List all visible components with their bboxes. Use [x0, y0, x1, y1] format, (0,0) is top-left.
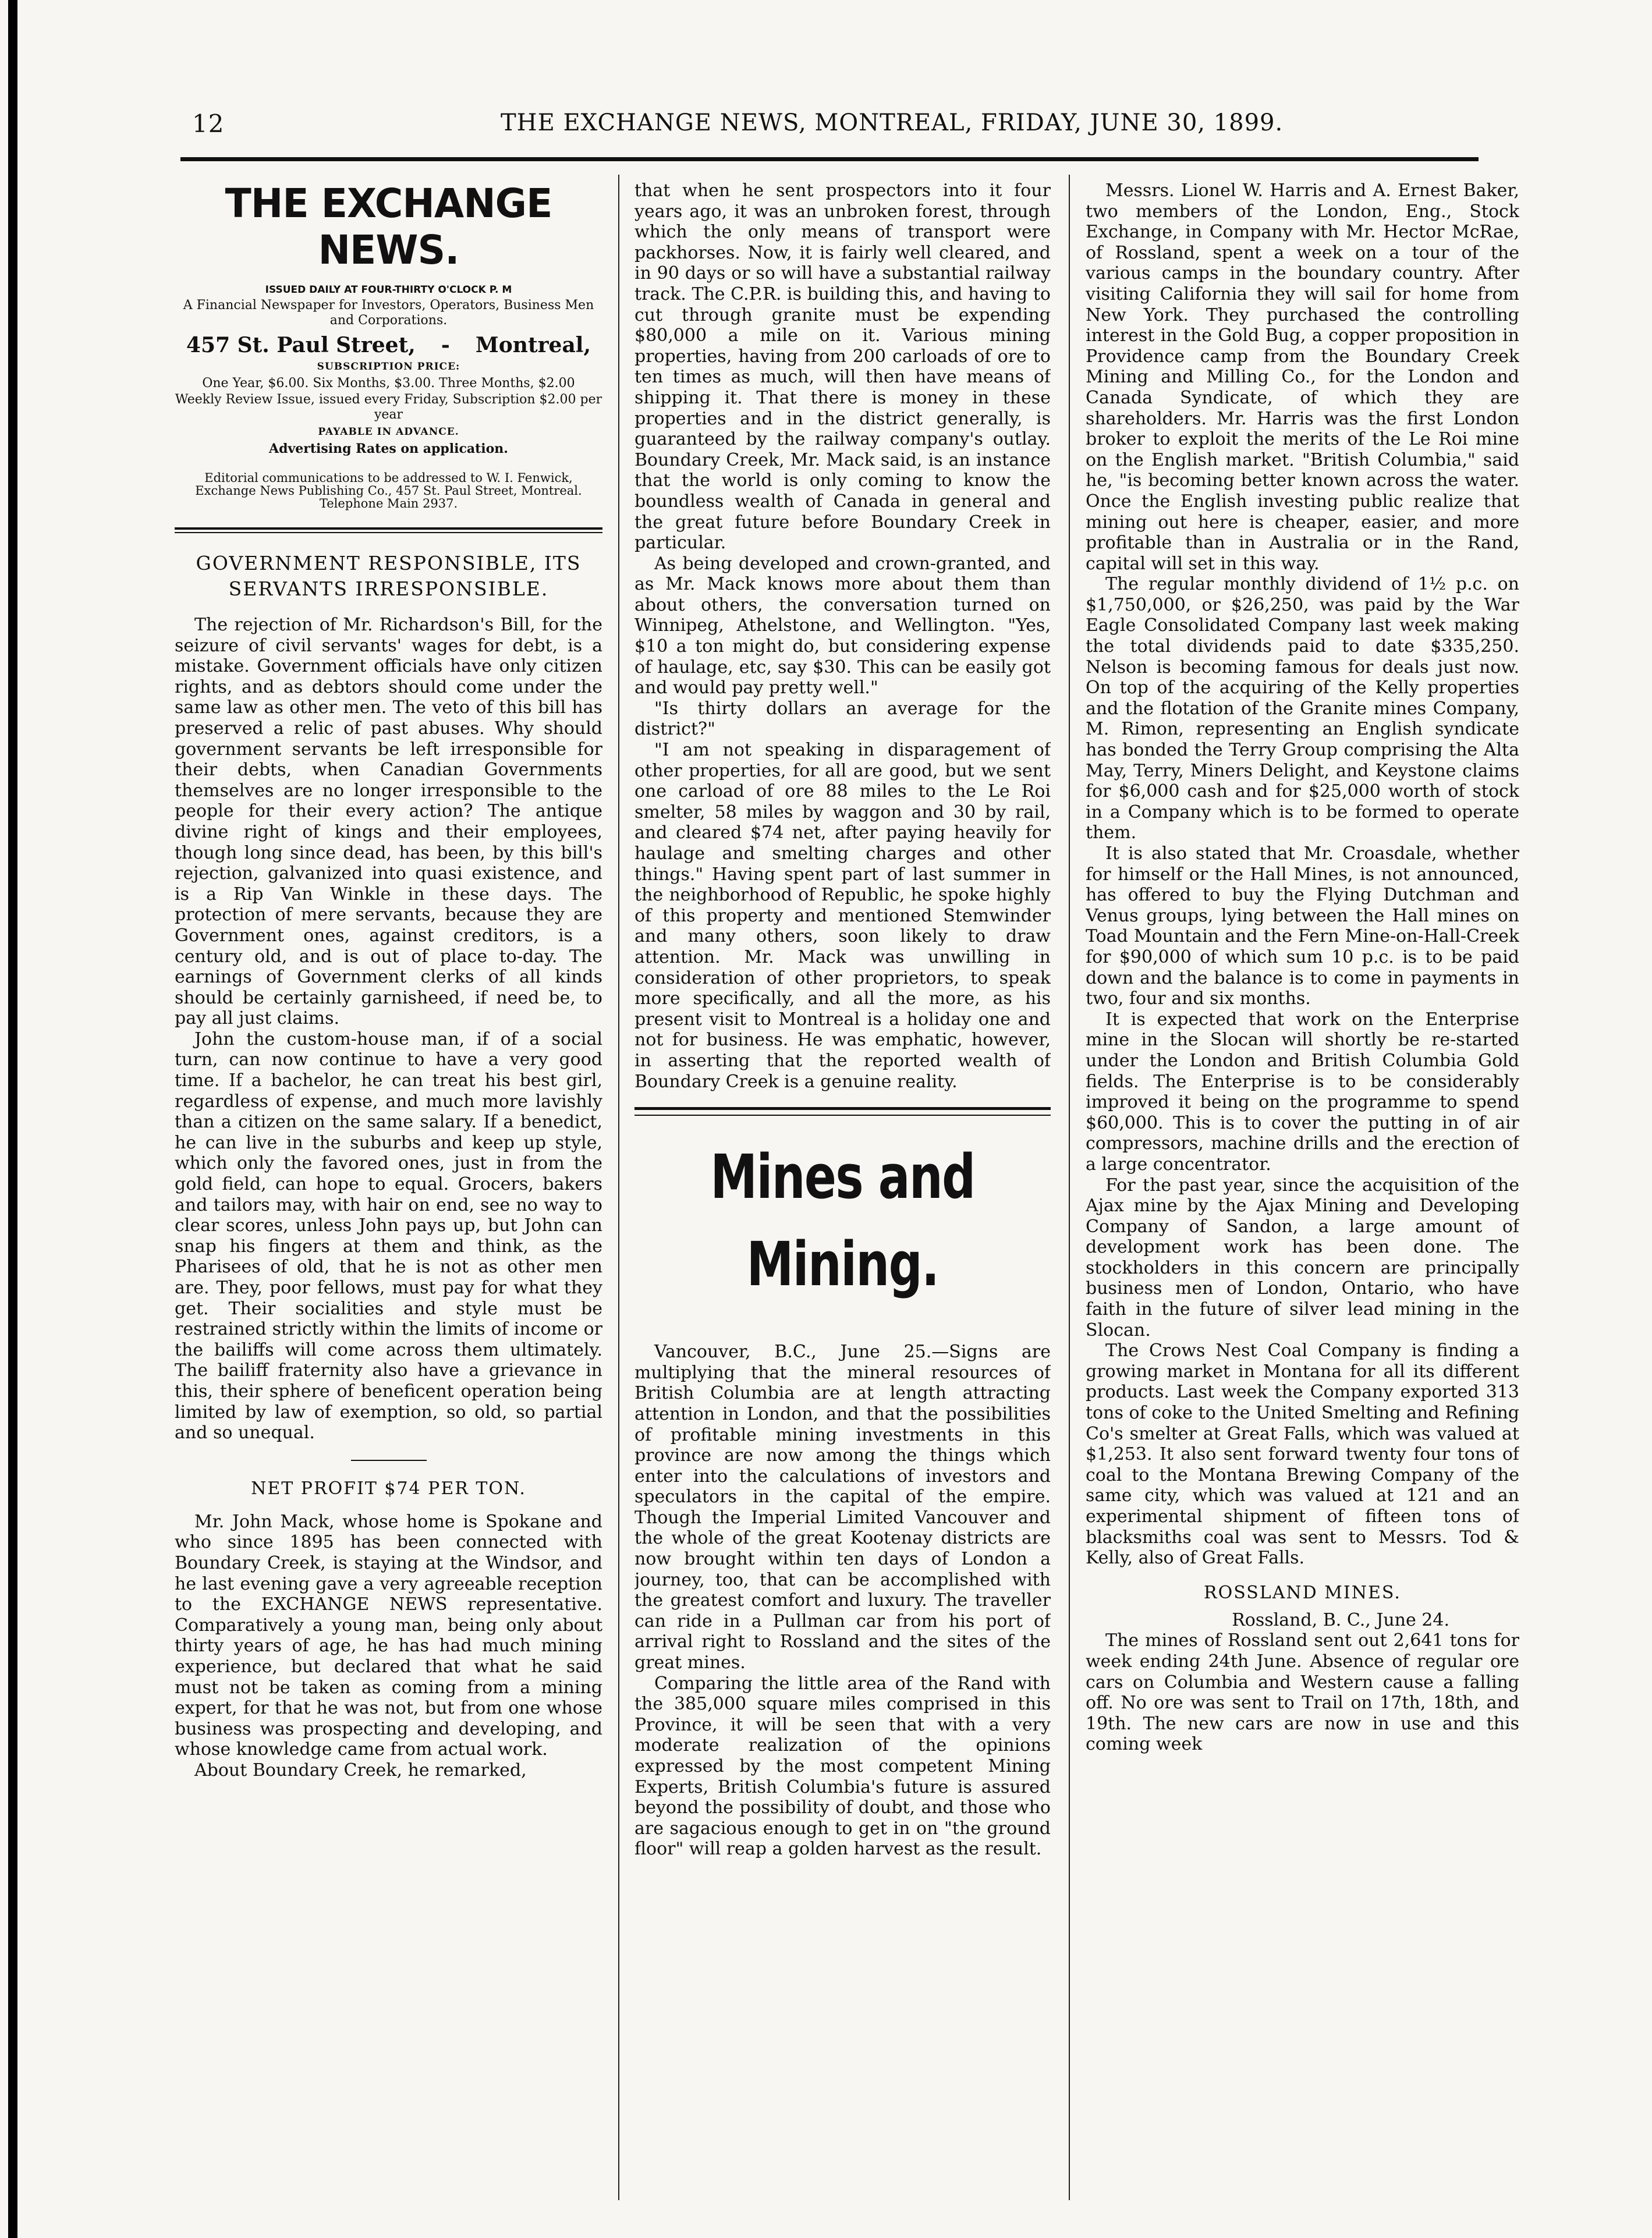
column-rule-1: [618, 175, 619, 2200]
column-1: [175, 180, 602, 2218]
article1-paragraph: The rejection of Mr. Richardson's Bill, for the seizure of civil servants' wages for debt, is a mistake. Government officials have only citizen rights, and as debtors should come under the same law as other men. The veto of this bill has preserved a relic of past abuses. Why should government servants be left irresponsible for their debts, when Canadian Governments themselves are no longer irresponsible to the people for their every action? The antique divine right of kings and their employees, though long since dead, has been, by this bill's rejection, galvanized into quasi existence, and is a Rip Van Winkle in these days. The protection of mere servants, because they are Government ones, against creditors, is a century old, and is out of place to-day. The earnings of Government clerks of all kinds should be certainly garnisheed, if need be, to pay all just claims.: [175, 615, 602, 1029]
mines-rule: [634, 1107, 1051, 1116]
masthead-title: THE EXCHANGE NEWS.: [225, 180, 552, 274]
article2-paragraph: "Is thirty dollars an average for the district?": [634, 698, 1051, 740]
mining-news-paragraph: It is also stated that Mr. Croasdale, whether for himself or the Hall Mines, is not announced, has offered to buy the Flying Dutchman and Venus groups, lying between the Hall mines on Toad Mountain and the Fern Mine-on-Hall-Creek for $90,000 of which sum 10 p.c. is to be paid down and the balance is to come in payments in two, four and six months.: [1086, 843, 1519, 1009]
mines-and-mining-title: Mines and Mining.: [710, 1141, 975, 1300]
column-3: [1086, 180, 1519, 2218]
rossland-paragraph: The mines of Rossland sent out 2,641 tons for week ending 24th June. Absence of regular ore cars on Columbia and Western cause a falling off. No ore was sent to Trail on 17th, 18th, and 19th. The new cars are now in use and this coming week: [1086, 1630, 1519, 1755]
masthead-tagline: A Financial Newspaper for Investors, Operators, Business Men and Corporations.: [183, 298, 594, 328]
advertising-notice: Advertising Rates on application.: [269, 441, 508, 456]
header-rule: [180, 157, 1479, 161]
rossland-dateline: Rossland, B. C., June 24.: [1232, 1609, 1449, 1630]
scan-edge-bar: [8, 0, 17, 2238]
article2-paragraph: Mr. John Mack, whose home is Spokane and who since 1895 has been connected with Boundary Creek, is staying at the Windsor, and he last evening gave a very agreeable reception to the EXCHANGE NEWS representative. Comparatively a young man, being only about thirty years of age, he has had much mining experience, but declared that what he said must not be taken as coming from a mining expert, for that he was not, but from one whose business was prospecting and developing, and whose knowledge came from actual work.: [175, 1511, 602, 1760]
masthead-issued: ISSUED DAILY AT FOUR-THIRTY O'CLOCK P. M: [265, 284, 512, 296]
article1-headline: GOVERNMENT RESPONSIBLE, ITS SERVANTS IRRESPONSIBLE.: [196, 552, 582, 600]
article2-paragraph: As being developed and crown-granted, and as Mr. Mack knows more about them than about others, the conversation turned on Winnipeg, Athelstone, and Wellington. "Yes, $10 a ton might do, but considering expense of haulage, etc, say $30. This can be easily got and would pay pretty well.": [634, 553, 1051, 698]
address-city: Montreal,: [475, 333, 591, 357]
column-2: [634, 180, 1051, 2218]
masthead: [175, 180, 602, 510]
article1-paragraph: John the custom-house man, if of a social turn, can now continue to have a very good time. If a bachelor, he can treat his best girl, regardless of expense, and much more lavishly than a citizen on the same salary. If a benedict, he can live in the suburbs and keep up style, which only the favored ones, just in from the gold field, can hope to equal. Grocers, bakers and tailors may, with hair on end, see no way to clear scores, unless John pays up, but John can snap his fingers at them and think, as the Pharisees of old, that he is not as other men are. They, poor fellows, must pay for what they get. Their socialities and style must be restrained strictly within the limits of income or the bailiffs will come across them ultimately. The bailiff fraternity also have a grievance in this, their sphere of beneficent operation being limited by law of exemption, so old, so partial and so unequal.: [175, 1028, 602, 1443]
running-title: THE EXCHANGE NEWS, MONTREAL, FRIDAY, JUNE 30, 1899.: [501, 109, 1284, 136]
mining-news-paragraph: The Crows Nest Coal Company is finding a growing market in Montana for all its different products. Last week the Company exported 313 tons of coke to the United Smelting and Refining Co's smelter at Great Falls, which was valued at $1,253. It also sent forward twenty four tons of coal to the Montana Brewing Company of the same city, which was valued at 121 and an experimental shipment of fifteen tons of blacksmiths coal was sent to Messrs. Tod & Kelly, also of Great Falls.: [1086, 1340, 1519, 1569]
mining-news-paragraph: Messrs. Lionel W. Harris and A. Ernest Baker, two members of the London, Eng., Stock Exchange, in Company with Mr. Hector McRae, of Rossland, spent a week on a tour of the various camps in the boundary country. After visiting California they will sail for home from New York. They purchased the controlling interest in the Gold Bug, a copper proposition in Providence camp from the Boundary Creek Mining and Milling Co., for the London and Canada Syndicate, of which they are shareholders. Mr. Harris was the first London broker to exploit the merits of the Le Roi mine on the English market. "British Columbia," said he, "is becoming better known across the water. Once the English investing public realize that mining out here is cheaper, easier, and more profitable than in Australia or in the Rand, capital will set in this way.: [1086, 180, 1519, 574]
column-rule-2: [1069, 175, 1070, 2200]
mining-news-paragraph: It is expected that work on the Enterprise mine in the Slocan will shortly be re-started under the London and British Columbia Gold fields. The Enterprise is to be considerably improved it being on the programme to spend $60,000. This is to cover the putting in of air compressors, machine drills and the erection of a large concentrator.: [1086, 1009, 1519, 1175]
mining-news-paragraph: For the past year, since the acquisition of the Ajax mine by the Ajax Mining and Developing Company of Sandon, a large amount of development work has been done. The stockholders in this concern are principally business men of London, Ontario, who have faith in the future of silver lead mining in the Slocan.: [1086, 1175, 1519, 1340]
subscription-label: SUBSCRIPTION PRICE:: [317, 361, 460, 373]
subscription-rates: One Year, $6.00. Six Months, $3.00. Three Months, $2.00: [202, 376, 575, 391]
mines-paragraph: Vancouver, B.C., June 25.—Signs are multiplying that the mineral resources of British Columbia are at length attracting attention in London, and that the possibilities of profitable mining investments in this province are now among the things which enter into the calculations of investors and speculators in the capital of the empire. Though the Imperial Limited Vancouver and the whole of the great Kootenay districts are now brought within ten days of London a journey, too, that can be accomplished with the greatest comfort and luxury. The traveller can ride in a Pullman car from his port of arrival right to Rossland and the sites of the great mines.: [634, 1342, 1051, 1673]
section-divider: [351, 1460, 427, 1461]
article2-paragraph: that when he sent prospectors into it four years ago, it was an unbroken forest, through which the only means of transport were packhorses. Now, it is fairly well cleared, and in 90 days or so will have a substantial railway track. The C.P.R. is building this, and having to cut through granite must be expending $80,000 a mile on it. Various mining properties, having from 200 carloads of ore to ten times as much, will then have means of shipping it. That there is money in these properties and in the district generally, is guaranteed by the railway company's outlay. Boundary Creek, Mr. Mack said, is an instance that the world is only coming to know the boundless wealth of Canada in general and the great future before Boundary Creek in particular.: [634, 180, 1051, 554]
page-number: 12: [192, 109, 225, 138]
rossland-heading: ROSSLAND MINES.: [1204, 1582, 1401, 1603]
mining-news-paragraph: The regular monthly dividend of 1½ p.c. on $1,750,000, or $26,250, was paid by the War Eagle Consolidated Company last week making the total dividends paid to date $335,250. Nelson is becoming famous for deals just now. On top of the acquiring of the Kelly properties and the flotation of the Granite mines Company, M. Rimon, representing an English syndicate has bonded the Terry Group comprising the Alta May, Terry, Miners Delight, and Keystone claims for $6,000 cash and for $25,000 worth of stock in a Company which is to be formed to operate them.: [1086, 574, 1519, 843]
masthead-address: [175, 333, 602, 357]
payable-notice: PAYABLE IN ADVANCE.: [318, 426, 459, 438]
mines-paragraph: Comparing the little area of the Rand with the 385,000 square miles comprised in this Province, it will be seen that with a very moderate realization of the opinions expressed by the most competent Mining Experts, British Columbia's future is assured beyond the possibility of doubt, and those who are sagacious enough to get in on "the ground floor" will reap a golden harvest as the result.: [634, 1673, 1051, 1860]
editorial-notice: Editorial communications to be addressed to W. I. Fenwick, Exchange News Publishing Co., 457 St. Paul Street, Montreal. Telephone Main 2937.: [195, 471, 582, 510]
address-street: 457 St. Paul Street,: [186, 333, 416, 357]
article2-paragraph: About Boundary Creek, he remarked,: [194, 1760, 527, 1781]
article2-headline: NET PROFIT $74 PER TON.: [251, 1478, 526, 1499]
article2-paragraph: "I am not speaking in disparagement of other properties, for all are good, but we sent one carload of ore 88 miles to the Le Roi smelter, 58 miles by waggon and 30 by rail, and cleared $74 net, after paying heavily for haulage and smelting charges and other things." Having spent part of last summer in the neighborhood of Republic, he spoke highly of this property and mentioned Stemwinder and many others, soon likely to draw attention. Mr. Mack was unwilling in consideration of other proprietors, to speak more specifically, and all the more, as his present visit to Montreal is a holiday one and not for business. He was emphatic, however, in asserting that the reported wealth of Boundary Creek is a genuine reality.: [634, 740, 1051, 1092]
weekly-review: Weekly Review Issue, issued every Friday, Subscription $2.00 per year: [175, 392, 602, 422]
running-header: [192, 104, 1461, 144]
address-dash: -: [441, 333, 450, 357]
masthead-rule: [175, 527, 602, 533]
